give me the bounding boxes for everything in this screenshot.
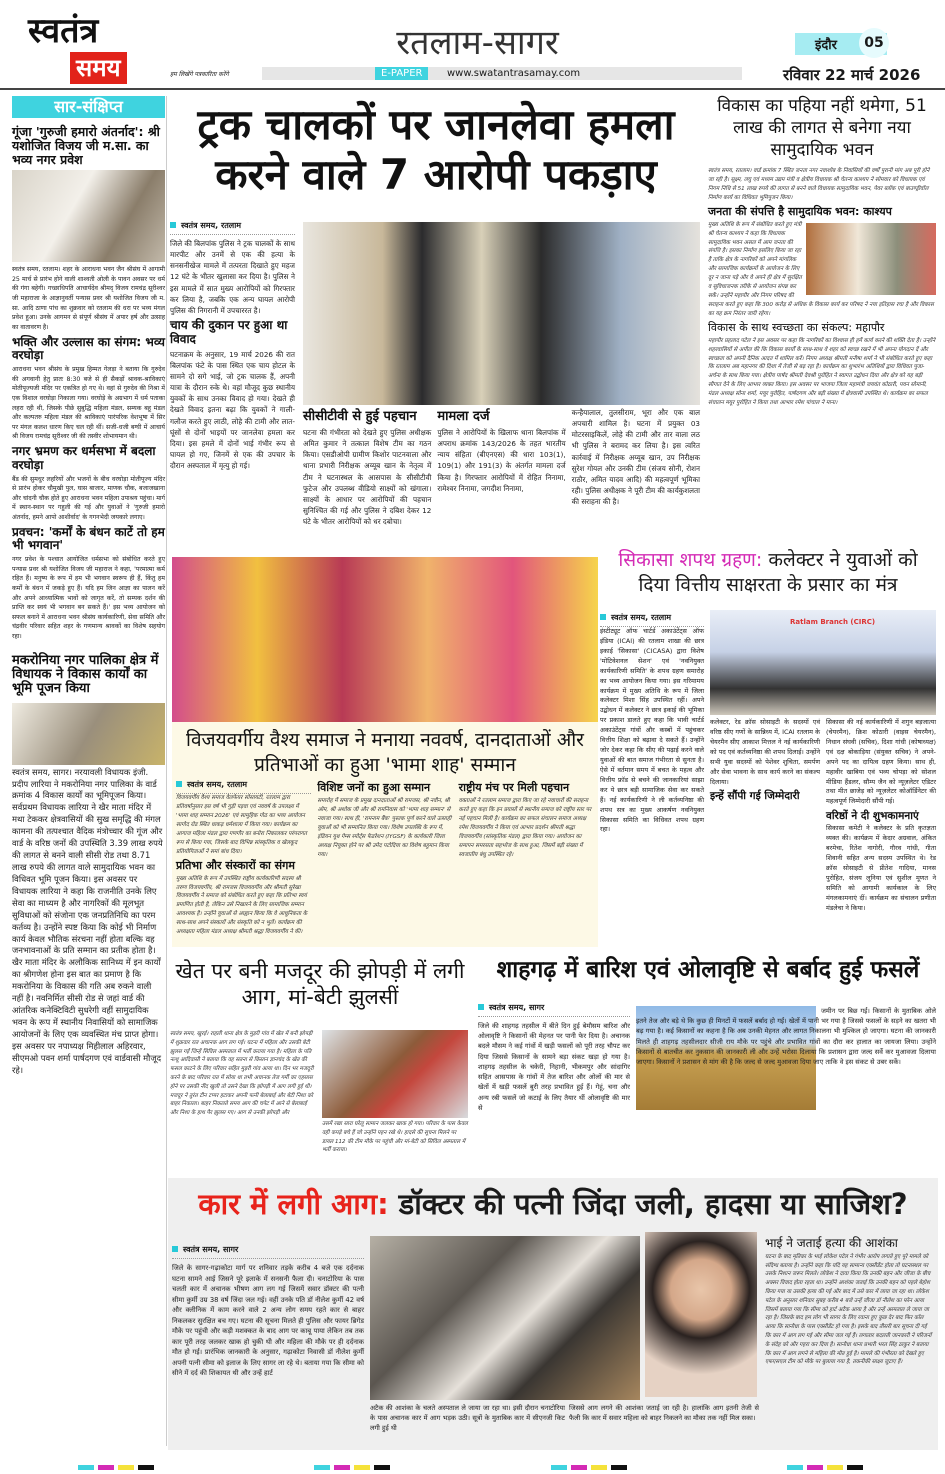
sidebar [12, 96, 165, 1446]
carfire-body-3: जिससे आग लगने की आशंका जताई जा रही है। हालांकि आग इतनी तेजी से फैली कि कार में सवार महिला को बाहर निकलने का मौका तक नहीं मिल सका। [569, 1404, 759, 1423]
lead-body-1: घटनाक्रम के अनुसार, 19 मार्च 2026 की रात बिलपांक फंटे के पास स्थित एक चाय होटल के सामने दो सगे भाई, जो ट्रक चालक हैं, अपनी यात्रा के दौरान रुके थे। वहां मौजूद कुछ स्थानीय युवकों के साथ उनका विवाद हो गया। देखते ही देखते विवाद इतना बढ़ा कि युवकों ने गाली-गलौज करते हुए लाठी, लोहे की टामी और लात-घूंसों से दोनों भाइयों पर जानलेवा हमला कर दिया। इस हमले में दोनों भाई गंभीर रूप से घायल हो गए, जिनमें से एक की उपचार के दौरान अस्पताल में मृत्यु हो गई। [170, 349, 295, 471]
section-title: सार-संक्षिप्त [12, 96, 165, 118]
lead-photo-police-accused [303, 222, 700, 405]
sikasa-subhead-1: इन्हें सौंपी गई जिम्मेदारी [710, 790, 800, 803]
carfire-story [168, 1178, 938, 1450]
carfire-headline-rest: डॉक्टर की पत्नी जिंदा जली, हादसा या साजिश? [398, 1187, 908, 1221]
column-divider [166, 96, 167, 1446]
edition-title: रतलाम-सागर [396, 23, 559, 63]
shahgarh-story [478, 958, 938, 1170]
sikasa-body-1: इंस्टीट्यूट ऑफ चार्टर्ड अकाउंटेंट्स ऑफ इंडिया (ICAI) की रतलाम शाखा की छात्र इकाई 'सिकासा' (CICASA) द्वारा विशेष 'मोटिवेशनल सेशन' एवं 'नवनियुक्त कार्यकारिणी समिति' के शपथ ग्रहण समारोह का भव्य आयोजन किया गया। इस गरिमामय कार्यक्रम में मुख्य अतिथि के रूप में जिला कलेक्टर मिशा सिंह उपस्थित रहीं। अपने उद्बोधन में कलेक्टर ने छात्र इकाई की भूमिका पर प्रकाश डालते हुए कहा कि भावी चार्टर्ड अकाउंटेंट्स गांवों और कस्बों में पहुंचकर वित्तीय शिक्षा को बढ़ावा दे सकते हैं। उन्होंने जोर देकर कहा कि सीए की पढ़ाई करने वाले युवाओं की बात समाज गंभीरता से सुनता है। ऐसे में वर्तमान समय में बचत के महत्व और वित्तीय फ्रॉड से बचने की जानकारियां साझा कर ये छात्र बड़ी सामाजिक सेवा कर सकते हैं। नई कार्यकारिणी ने ली कर्तव्यनिष्ठा की शपथ सत्र का मुख्य आकर्षण नवनियुक्त सिकासा समिति का विधिवत शपथ ग्रहण रहा। [600, 627, 704, 834]
sidebar-body-3: नगर प्रवेश के पश्चात आयोजित धर्मसभा को संबोधित करते हुए पन्यास प्रवर श्री यशोजित विजय जी महाराज ने कहा, 'परमात्मा कर्म रहित हैं। मनुष्य के रूप में हम भी भगवान स्वरूप ही हैं, किंतु हम कर्मों के बंधन में जकड़े हुए हैं। यदि हम जिन आज्ञा का पालन करें और अपने आध्यात्मिक भावों को जागृत करें, तो सम्यक दर्शन की प्राप्ति कर स्वयं भी भगवान बन सकते हैं।' इस भव्य आयोजन को सफल बनाने में आराधना भवन श्रीसंघ कार्यकारिणी, सेवा समिति और चंद्रवीर परिवार सहित शहर के गणमान्य श्रावकों का विशेष सहयोग रहा। [12, 556, 165, 641]
carfire-body-1: जिले के सागर-गढ़ाकोटा मार्ग पर शनिवार तड़के करीब 4 बजे एक दर्दनाक घटना सामने आई जिसने पूरे इलाके में सनसनी फैला दी। चनाटोरिया के पास चलती कार में अचानक भीषण आग लग गई जिसमें सवार डॉक्टर की पत्नी सीमा कुर्मी उम्र 38 वर्ष जिंदा जल गई। वहीं उनके पति डॉ नीलेश कुर्मी 42 वर्ष और क्लीनिक में काम करने वाले 2 अन्य लोग समय रहते कार से बाहर निकलकर सुरक्षित बच गए। घटना की सूचना मिलते ही पुलिस और फायर ब्रिगेड मौके पर पहुंची और कड़ी मशक्कत के बाद आग पर काबू पाया लेकिन तब तक कार पूरी तरह जलकर खाक हो चुकी थी और महिला की मौके पर ही दर्दनाक मौत हो गई। प्रारंभिक जानकारी के अनुसार, गढ़ाकोटा निवासी डॉ नीलेश कुर्मी अपनी पत्नी सीमा को इलाज के लिए सागर ला रहे थे। बताया गया कि सीमा को सीने में दर्द की शिकायत थी और उन्हें हार्ट [172, 1264, 364, 1378]
sidebar-story-1-headline: गूंजा 'गुरुजी हमारो अंतर्नाद': श्री यशोजित विजय जी म.सा. का भव्य नगर प्रवेश [12, 124, 160, 167]
tagline: हम लिखेंगे पत्रकारिता करेंगे [170, 71, 229, 78]
lead-body-4: कन्हैयालाल, तुलसीराम, भूरा और एक बाल अपचारी शामिल है। घटना में प्रयुक्त 03 मोटरसाइकिलें, लोहे की टामी और तार वाला लठ भी पुलिस ने बरामद कर लिया है। इस त्वरित कार्रवाई में निरीक्षक अय्यूब खान, उप निरीक्षक सुरेश गोयल और उनकी टीम (संजय सोनी, रोशन राठौर, अमित यादव आदि) की महत्वपूर्ण भूमिका रही। पुलिस अधीक्षक ने पूरी टीम की कार्यकुशलता की सराहना की है। [571, 408, 700, 507]
issue-date: रविवार 22 मार्च 2026 [783, 66, 921, 84]
lead-subhead-1: चाय की दुकान पर हुआ था विवाद [170, 318, 288, 346]
carfire-headline [168, 1178, 938, 1223]
vaishya-subhead-3: राष्ट्रीय मंच पर मिली पहचान [458, 781, 570, 795]
bhavan-story [708, 95, 936, 545]
lead-byline: स्वतंत्र समय, रतलाम [170, 220, 295, 235]
epaper-badge[interactable]: E-PAPER [375, 67, 428, 80]
masthead [0, 0, 945, 90]
vaishya-subhead-1: प्रतिभा और संस्कारों का संगम [176, 858, 295, 872]
bhavan-body-2: महापौर प्रहलाद पटेल ने इस अवसर पर कहा कि नागरिकों का विश्वास ही हमें कार्य करने की शक्ति देता है। उन्होंने शहरवासियों से अपील की कि विकास कार्यों के साथ-साथ वे शहर को स्वच्छ रखने में भी अपना योगदान दें और स्वच्छता को अपनी दैनिक आदत में शामिल करें। निगम अध्यक्ष श्रीमती मनीषा शर्मा ने भी संबोधित करते हुए कहा कि रतलाम अब महानगर की दिशा में तेजी से बढ़ रहा है। कार्यक्रम का शुभारंभ अतिथियों द्वारा विधिवत पूजा-अर्चना के साथ किया गया। क्षेत्रीय पार्षद श्रीमती देवश्री पुरोहित ने स्वागत उद्बोधन दिया और क्षेत्र को यह बड़ी सौगात देने के लिए आभार व्यक्त किया। इस अवसर पर भाजपा जिला महामंत्री जयवंत कोठारी, पवन सोमानी, मंडल अध्यक्ष सोना शर्मा, मयूर पुरोहित, पार्षदगण और बड़ी संख्या में क्षेत्रवासी उपस्थित थे। कार्यक्रम का सफल संचालन मयूर पुरोहित ने किया तथा आभार रमेश पांचाल ने माना। [708, 337, 936, 407]
vaishya-headline: विजयवर्गीय वैश्य समाज ने मनाया नववर्ष, दानदाताओं और प्रतिभाओं का हुआ 'भामा शाह' सम्मान [186, 729, 584, 776]
sikasa-subhead-2: वरिष्ठों ने दी शुभकामनाएं [826, 810, 919, 823]
sidebar-subhead-1: भक्ति और उल्लास का संगम: भव्य वरघोड़ा [12, 334, 165, 363]
logo-top: स्वतंत्र [28, 11, 99, 51]
carfire-victim-photo [645, 1232, 757, 1397]
carfire-byline: स्वतंत्र समय, सागर [172, 1244, 364, 1259]
vaishya-story [172, 557, 598, 947]
website-link[interactable]: www.swatantrasamay.com [447, 68, 581, 79]
carfire-headline-accent: कार में लगी आग: [198, 1187, 389, 1221]
sikasa-headline-accent: सिकासा शपथ ग्रहण: [618, 549, 763, 571]
sikasa-headline-rest: कलेक्टर ने युवाओं को दिया वित्तीय साक्षरता के प्रसार का मंत्र [638, 549, 918, 596]
sikasa-byline: स्वतंत्र समय, रतलाम [600, 612, 704, 627]
vaishya-body-3: समारोह में समाज के प्रमुख दानदाताओं श्री रामजस, श्री नवीन, श्री ओम, श्री अशोक जी और श्री रामनिवास को 'भामा शाह सम्मान' से नवाजा गया। साथ ही, 'रामनाम बैंक' पुस्तक पूर्ण करने वाले उत्साही युवाओं को भी सम्मानित किया गया। विशेष उपलब्धि के रूप में, इंडियन यूथ गेम्स स्पोर्ट्स फेडरेशन (IYGSF) के कार्यकारी जिला अध्यक्ष नियुक्त होने पर श्री उमेद पटोदिया का विशेष बहुमान किया गया। [317, 798, 452, 858]
bhavan-headline: विकास का पहिया नहीं थमेगा, 51 लाख की लागत से बनेगा नया सामुदायिक भवन [717, 96, 927, 161]
sikasa-body-4: सिकासा कमेटी ने कलेक्टर के प्रति कृतज्ञता व्यक्त की। कार्यक्रम में केदार अग्रवाल, अंकित बरमेचा, रितेश नागोरी, गौरव गांधी, गीता शिवानी सहित अन्य सदस्य उपस्थित थे। रेड क्रॉस सोसाइटी से प्रीतेश गादिया, मानस पुरोहित, संजय लूनिया एवं सुशील मूणत ने समिति को आगामी कार्यकाल के लिए मंगलकामनाएं दीं। कार्यक्रम का संचालन प्रणीता मंडलेचा ने किया। [826, 824, 936, 912]
bhavan-photo [806, 223, 936, 295]
edition-badge [795, 33, 887, 55]
sidebar-story-1-body: स्वतंत्र समय, रतलाम। शहर के आराधना भवन जैन श्रीसंघ में आगामी 25 मार्च से प्रारंभ होने वाली शाश्वती ओली के पावन अवसर पर धर्म की गंगा बहेगी। गच्छाधिपति आचार्यदेव श्रीमद् विजय रामचंद्र सूरीश्वर जी महाराजा के आज्ञानुवर्ती पन्यास प्रवर श्री यशोजित विजय जी म. सा. आदि ठाणा पांच का शुक्रवार को रतलाम की धरा पर भव्य मंगल प्रवेश हुआ। उनके आगमन से संपूर्ण श्रीसंघ में अपार हर्ष और उत्साह का वातावरण है। [12, 266, 165, 331]
sidebar-subhead-2: नगर भ्रमण कर धर्मसभा में बदला वरघोड़ा [12, 443, 156, 472]
sikasa-body-3: सिकासा की नई कार्यकारिणी में शगुन बड़जात्या (चेयरमैन), क्रिश कोठारी (वाइस चेयरमैन), निधान संघवी (सचिव), दिशा गांधी (कोषाध्यक्ष) एवं दक्ष बोकाड़िया (संयुक्त सचिव) ने अपने-अपने पद का दायित्व ग्रहण किया। साथ ही, महावीर खाबिया एवं भव्य चोपड़ा को सोशल मीडिया हैंडलर, सौम्य जैन को न्यूज़लेटर एडिटर तथा मीत छाजेड़ को न्यूज़लेटर कोऑर्डिनेटर की महत्वपूर्ण जिम्मेदारी सौंपी गई। [826, 718, 936, 806]
carfire-body-2: अटैक की आशंका के चलते अस्पताल ले जाया जा रहा था। इसी दौरान चनाटोरिया के पास अचानक कार में आग भड़क उठी। सूत्रों के मुताबिक कार में सीएनजी किट लगी हुई थी [370, 1404, 565, 1433]
page-number: 05 [859, 28, 889, 58]
lead-headline: ट्रक चालकों पर जानलेवा हमला करने वाले 7 आरोपी पकड़ाए [197, 100, 675, 200]
shahgarh-body-1: जिले की शाहगढ़ तहसील में बीते दिन हुई बेमौसम बारिश और ओलावृष्टि ने किसानों की मेहनत पर पानी फेर दिया है। अचानक बदले मौसम ने कई गांवों में खड़ी फसलों को पूरी तरह चौपट कर दिया जिससे किसानों के सामने बड़ा संकट खड़ा हो गया है। शाहगढ़ तहसील के चकेरी, निहानी, भीकमपुर और सांदागिर सहित आसपास के गांवों में तेज बारिश और ओलों की मार से खेतों में खड़ी फसलें बुरी तरह प्रभावित हुई हैं। गेहूं, चना और अन्य रबी फसलें जो कटाई के लिए तैयार थीं ओलावृष्टि की मार से [478, 1022, 630, 1112]
shahgarh-headline: शाहगढ़ में बारिश एवं ओलावृष्टि से बर्बाद हुई फसलें [496, 957, 920, 983]
bhavan-subhead-1: जनता की संपत्ति है सामुदायिक भवन: काश्यप [708, 205, 892, 219]
carfire-body-4: घटना के बाद मृतिका के भाई लोकेश पटेल ने गंभीर आरोप लगाते हुए पूरे मामले को संदिग्ध बताया है। उन्होंने कहा कि यदि यह सामान्य एक्सीडेंट होता तो घटनास्थल पर उसके निशान जरूर मिलते। लोकेश ने दावा किया कि उनकी बहन और जीजा के बीच अक्सर विवाद होता रहता था। उन्होंने आशंका जताई कि उनकी बहन को पहले बेहोश किया गया या उसकी हत्या की गई और बाद में उसे कार में लाया जा रहा था। लोकेश पटेल के अनुसार शनिवार सुबह करीब 4 बजे उन्हें जीजा डॉ नीलेश का फोन आया जिसमें बताया गया कि सीमा को हार्ट अटैक आया है और उन्हें अस्पताल ले जाया जा रहा है। जिसके बाद हम लोग भी सागर के लिए रवाना हुए कुछ देर बाद फिर कॉल आया कि सानौधा के पास एक्सीडेंट हो गया है। इसके बाद तीसरी बार सूचना दी गई कि कार में आग लग गई और सीमा जल गई हैं। लगातार बदलती जानकारी ने परिजनों के संदेह को और गहरा कर दिया है। सानौधा थाना प्रभारी भरत सिंह ठाकुर ने बताया कि कार में आग लगने से महिला की मौत हुई है। मामले की गंभीरता को देखते हुए एफएसएल टीम को मौके पर बुलाया गया है, तकनीकी साक्ष्य जुटाए हैं। [765, 1253, 932, 1366]
carfire-subhead-1: भाई ने जताई हत्या की आशंका [765, 1236, 898, 1250]
vaishya-byline: स्वतंत्र समय, रतलाम [176, 779, 311, 794]
sidebar-body-2: बैंड की सुमधुर लहरियों और भजनों के बीच वरघोड़ा मोतीपूज्य मंदिर से प्रारंभ होकर चौमुखी पुल, घास बाजार, माणक चौक, बजाजखाना और चांदनी चौक होते हुए आराधना भवन महिला उपाश्रय पहुंचा। मार्ग में स्थान-स्थान पर गहुली की गई और युवाओं ने 'गुरुजी हमारो अंतर्नाद, हमने आपो आशीर्वाद' के गगनभेदी जयकारे लगाए। [12, 475, 165, 522]
bhavan-subhead-2: विकास के साथ स्वच्छता का संकल्प: महापौर [708, 320, 885, 334]
sidebar-body-1: आराधना भवन श्रीसंघ के प्रमुख हिम्मत गेलड़ा ने बताया कि गुरुदेव की अगवानी हेतु प्रातः 8:30 बजे से ही सैकड़ों श्रावक-श्राविकाएं मोतीपूज्यजी मंदिर पर एकत्रित हो गए थे। वहां से गुरुदेव की निश्रा में एक विशाल वरघोड़ा निकाला गया। वरघोड़े के अग्रभाग में धर्म पताका लहरा रही थी, जिसके पीछे सुबुद्धि महिला मंडल, सम्यक बहू मंडल और कल्पतरु महिला मंडल की श्राविकाएं पारंपरिक वेशभूषा में सिर पर मंगल कलश धारण किए चल रही थीं। सजी-धजी बग्घी में आचार्य श्री विजय रामचंद्र सूरीश्वर जी की तस्वीर शोभायमान थी। [12, 366, 165, 441]
lead-body-2: घटना की गंभीरता को देखते हुए पुलिस अधीक्षक अमित कुमार ने तत्काल विशेष टीम का गठन किया। एसडीओपी ग्रामीण किशोर पाटनवाला और थाना प्रभारी निरीक्षक अय्यूब खान के नेतृत्व में टीम ने घटनास्थल के आसपास के सीसीटीवी फुटेज और उपलब्ध वीडियो साक्ष्यों को खंगाला। साक्ष्यों के आधार पर आरोपियों की पहचान सुनिश्चित की गई और पुलिस ने दबिश देकर 12 घंटे के भीतर आरोपियों को धर दबोचा। [303, 427, 432, 527]
city-label: इंदौर [815, 38, 837, 53]
bhavan-body-1: मुख्य अतिथि के रूप में संबोधित करते हुए मंत्री श्री चेतन्य काश्यप ने कहा कि विधायक सामुदायिक भवन असल में आम जनता की संपत्ति है। इसका निर्माण इसलिए किया जा रहा है ताकि क्षेत्र के नागरिकों को अपने मांगलिक और सामाजिक कार्यक्रमों के आयोजन के लिए दूर न जाना पड़े और वे अपने ही क्षेत्र में सुरक्षित व सुविधाजनक तरीके से आयोजन संपन्न कर सकें। उन्होंने महापौर और निगम परिषद की सराहना करते हुए कहा कि 300 करोड़ से अधिक के विकास कार्य कर परिषद ने नया इतिहास रचा है और विकास का यह क्रम निरंतर जारी रहेगा। [708, 221, 934, 318]
sikasa-story [600, 548, 936, 948]
lead-story [170, 220, 700, 542]
logo-bottom: समय [70, 52, 127, 84]
shahgarh-body-2: जमीन पर बिछ गईं। किसानों के मुताबिक ओले इतने तेज और बड़े थे कि कुछ ही मिनटों में फसलें बर्बाद हो गईं। खेतों में पानी भर गया है जिससे फसलों के सड़ने का खतरा भी बढ़ गया है। कई किसानों का कहना है कि अब उनकी मेहनत और लागत निकालना भी मुश्किल हो जाएगा। घटना की जानकारी मिलते ही शाहगढ़ तहसीलदार सीजी राय मौके पर पहुंचे और प्रभावित गांवों का दौरा कर हालात का जायजा लिया। उन्होंने किसानों से बातचीत कर नुकसान की जानकारी ली और उन्हें भरोसा दिलाया कि प्रशासन द्वारा जल्द सर्वे कर मुआवजा दिलाया जाएगा। किसानों ने प्रशासन से मांग की है कि जल्द से जल्द मुआवजा दिया जाए ताकि वे इस संकट से उबर सकें। [636, 1007, 936, 1067]
shahgarh-byline: स्वतंत्र समय, सागर [478, 1002, 630, 1017]
lead-intro: जिले की बिलपांक पुलिस ने ट्रक चालकों के साथ मारपीट और उनमें से एक की हत्या के सनसनीखेज मामले में तत्परता दिखाते हुए महज 12 घंटे के भीतर खुलासा कर दिया है। पुलिस ने इस मामले में सात मुख्य आरोपियों को गिरफ्तार कर लिया है, जबकि एक अन्य घायल आरोपी पुलिस की निगरानी में उपचाररत है। [170, 239, 295, 315]
jhopdi-headline: खेत पर बनी मजदूर की झोपड़ी में लगी आग, मां-बेटी झुलसीं [175, 959, 465, 1010]
vaishya-body-1: विजयवर्गीय वैश्य समाज वेलफेयर सोसायटी, रतलाम द्वारा प्रतिवर्षानुसार इस वर्ष भी गुड़ी पड़वा एवं नववर्ष के उपलक्ष्य में 'भामा शाह सम्मान 2026' एवं सामूहिक गोठ का भव्य आयोजन सागोद रोड स्थित धाकड़ धर्मशाला में किया गया। कार्यक्रम का आगाज महिला मंडल द्वारा गणगौर का बनोरा निकालकर परंपरागत रूप से किया गया, जिसके बाद विभिन्न सांस्कृतिक व खेलकूद प्रतियोगिताओं ने समां बांध दिया। [176, 795, 307, 855]
jhopdi-photo [322, 1030, 468, 1118]
vaishya-group-photo [172, 557, 598, 722]
vaishya-body-2: मुख्य अतिथि के रूप में उपस्थित राष्ट्रीय कार्यकारिणी सदस्य श्री तरुण विजयवर्गीय, श्री रामजस विजयवर्गीय और श्रीमती सुरेखा विजयवर्गीय ने समाज को संबोधित करते हुए कहा कि प्रतिभा स्वयं प्रमाणित होती है, लेकिन उसे निखारने के लिए सामाजिक सम्मान आवश्यक है। उन्होंने युवाओं से आह्वान किया कि वे आधुनिकता के साथ-साथ अपने संस्कारों और संस्कृति को न भूलें। कार्यक्रम की अध्यक्षता महिला मंडल अध्यक्ष श्रीमती श्रद्धा विजयवर्गीय ने की। [176, 875, 308, 936]
color-registration-marks [0, 1455, 945, 1474]
lead-subhead-3: मामला दर्ज [437, 409, 490, 424]
sikasa-body-2: कलेक्टर, रेड क्रॉस सोसाइटी के सदस्यों एवं वरिष्ठ सीए गणों के सान्निध्य में, ICAI रतलाम के चेयरमैन सीए आकाश मित्तल ने नई कार्यकारिणी को पद एवं कर्तव्यनिष्ठा की शपथ दिलाई। उन्होंने सभी युवा सदस्यों को पेशेवर शुचिता, समर्पण और सेवा भावना के साथ कार्य करने का संकल्प दिलाया। [710, 718, 820, 786]
sidebar-story-2-body: स्वतंत्र समय, सागर। नरयावली विधायक इंजी. प्रदीप लारिया ने मकरोनिया नगर पालिका के वार्ड क्रमांक 4 विकास कार्यों का भूमिपूजन किया। सर्वप्रथम विधायक लारिया ने खैर माता मंदिर में मथा टेककर क्षेत्रवासियों की सुख समृद्धि की मंगल कामना की तत्पश्चात वैदिक मंत्रोच्चार की गूंज और वार्ड के वरिष्ठ जनों की उपस्थिति 3.39 लाख रुपये की लागत से बनने वाली सीसी रोड तथा 8.71 लाख रुपये की लागत वाले सामुदायिक भवन का विधिवत भूमि पूजन किया। इस अवसर पर विधायक लारिया ने कहा कि राजनीति उनके लिए सेवा का माध्यम है और नागरिकों की मूलभूत सुविधाओं को संजोना एक जनप्रतिनिधि का परम कर्तव्य है। उन्होंने स्पष्ट किया कि कोई भी निर्माण कार्य केवल भौतिक संरचना नहीं होता बल्कि वह जनभावनाओं के प्रति सम्मान का प्रतीक होता है। खैर माता मंदिर के अलौकिक सानिध्य में इन कार्यों का श्रीगणेश होना इस बात का प्रमाण है कि मकरोनिया के विकास की गति अब रुकने वाली नहीं है। नवनिर्मित सीसी रोड से जहां वार्ड की आंतरिक कनेक्टिविटी सुधरेगी वहीं सामुदायिक भवन के रूप में स्थानीय निवासियों को सामाजिक आयोजनों के लिए एक व्यवस्थित मंच प्राप्त होगा। इस अवसर पर नपाध्यक्ष मिहीलाल अहिरवार, सीएमओ पवन शर्मा पार्षदगण एवं वार्डवासी मौजूद रहे। [12, 766, 163, 1075]
vaishya-body-4: वक्ताओं ने रतलाम समाज द्वारा किए जा रहे नवाचारों की सराहना करते हुए कहा कि इन प्रयासों से स्थानीय समाज को राष्ट्रीय स्तर पर नई पहचान मिली है। कार्यक्रम का सफल संचालन समाज अध्यक्ष रमेश विजयवर्गीय ने किया एवं आभार प्रदर्शन श्रीमती श्रद्धा विजयवर्गीय (सांस्कृतिक मंडल) द्वारा किया गया। आयोजन का समापन समरसता सहभोज के साथ हुआ, जिसमें बड़ी संख्या में स्वजातीय बंधु उपस्थित रहे। [458, 798, 592, 858]
vaishya-subhead-2: विशिष्ट जनों का हुआ सम्मान [317, 781, 431, 795]
lead-body-3: पुलिस ने आरोपियों के खिलाफ थाना बिलपांक में अपराध क्रमांक 143/2026 के तहत भारतीय न्याय संहिता (बीएनएस) की धारा 103(1), 109(1) और 191(3) के अंतर्गत मामला दर्ज किया है। गिरफ्तार आरोपियों में रोहित निनामा, रामेश्वर निनामा, जगदीश निनामा, [437, 427, 566, 493]
logo [28, 11, 153, 86]
sikasa-photo [710, 610, 936, 715]
sikasa-banner-text: Ratlam Branch (CIRC) [790, 618, 876, 626]
sidebar-story-1-photo [12, 170, 165, 262]
bhavan-intro: स्वतंत्र समय, रतलाम। वार्ड क्रमांक 7 स्थित जनता नगर नवाशोब के निवासियों की वर्षों पुरानी मांग अब पूरी होने जा रही है। सूक्ष्म, लघु एवं मध्यम उद्यम मंत्री व क्षेत्रीय विधायक श्री चेतन्य काश्यप ने सोमवार को विधायक एवं निगम निधि से 51 लाख रुपये की लागत से बनने वाले विधायक सामुदायिक भवन, पेवर ब्लॉक एवं बाउण्ड्रीवॉल निर्माण कार्य का विधिवत भूमिपूजन किया। [708, 168, 930, 202]
sidebar-subhead-3: प्रवचन: 'कर्मों के बंधन काटें तो हम भी भगवान' [12, 524, 165, 553]
jhopdi-story [170, 958, 470, 1170]
sidebar-story-2-photo [12, 703, 165, 765]
carfire-burnt-car-photo [370, 1236, 640, 1400]
jhopdi-body-1: स्वतंत्र समय, खुरई। राहली थाना क्षेत्र के मुड़री गांव में खेत में बनी झोपड़ी में शुक्रवार रात अचानक आग लग गई। घटना में महिला और उसकी बेटी झुलस गईं जिन्हें सिविल अस्पताल में भर्ती कराया गया है। महिला के पति नत्थू आदिवासी ने बताया कि वह सतना से किसान ज्ञानचंद के खेत की फसल काटने के लिए परिवार सहित मुड़री गांव आया था। दिन भर मजदूरी करने के बाद परिवार रात में सोया था तभी अचानक तेज गर्मी का एहसास होने पर उसकी नींद खुली तो उसने देखा कि झोपड़ी में आग लगी हुई थी। मजदूर ने तुरंत टीन टप्पर हटाकर अपनी पत्नी बेलाबाई और बेटी निशा को बाहर निकाला। बाहर निकलते समय आग की चपेट में आने से बेलाबाई और निशा के हाथ पैर झुलस गए। आग से उनकी झोपड़ी और [170, 1031, 314, 1117]
sikasa-headline [600, 548, 936, 597]
jhopdi-body-2: उसमें रखा सारा घरेलू सामान जलकर खाक हो गया। परिवार के पास केवल वही कपड़े बचे हैं जो उन्होंने पहन रखे थे। हादसे की सूचना मिलने पर डायल 112 की टीम मौके पर पहुंची और मां-बेटी को सिविल अस्पताल में भर्ती कराया। [322, 1121, 468, 1154]
sidebar-story-2-headline: मकरोनिया नगर पालिका क्षेत्र में विधायक ने विकास कार्यों का भूमि पूजन किया [12, 652, 159, 697]
lead-subhead-2: सीसीटीवी से हुई पहचान [303, 409, 417, 424]
web-strip [262, 67, 742, 80]
